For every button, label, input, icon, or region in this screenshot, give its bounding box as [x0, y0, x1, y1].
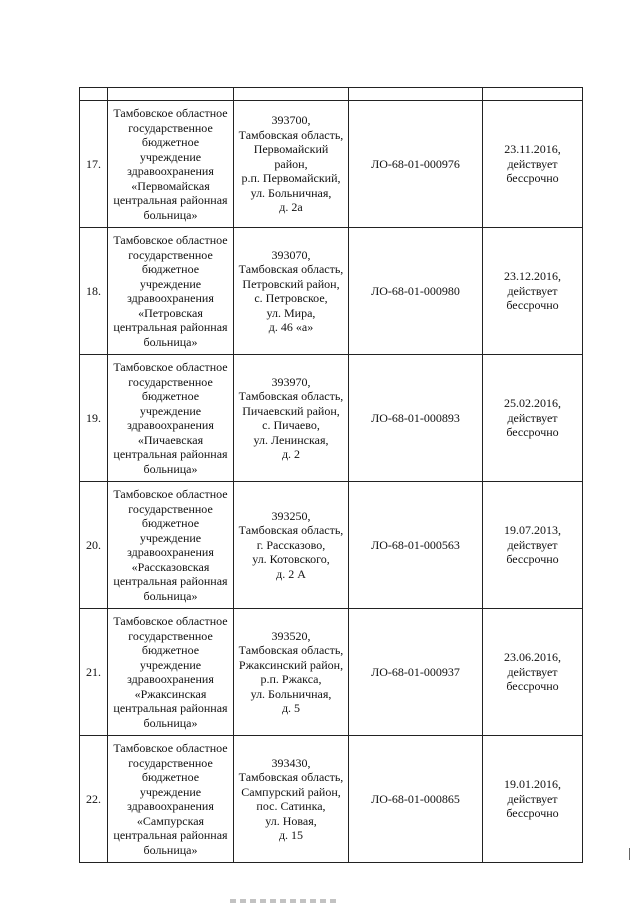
header-cell	[80, 88, 108, 101]
header-cell	[108, 88, 234, 101]
table-row	[80, 228, 583, 355]
table-header-row	[80, 88, 583, 101]
license-table	[79, 87, 583, 863]
row-number: 19.	[80, 355, 108, 482]
table-row	[80, 355, 583, 482]
table-row	[80, 482, 583, 609]
license-date: 19.01.2016, действует бессрочно	[483, 736, 583, 863]
license-number: ЛО-68-01-000976	[349, 101, 483, 228]
table-row	[80, 609, 583, 736]
header-cell	[234, 88, 349, 101]
row-number: 20.	[80, 482, 108, 609]
license-number: ЛО-68-01-000980	[349, 228, 483, 355]
license-date: 23.12.2016, действует бессрочно	[483, 228, 583, 355]
institution-address: 393700, Тамбовская область, Первомайский район, р.п. Первомайский, ул. Больничная, д. 2а	[234, 101, 349, 228]
institution-address: 393970, Тамбовская область, Пичаевский район, с. Пичаево, ул. Ленинская, д. 2	[234, 355, 349, 482]
institution-name: Тамбовское областное государственное бюджетное учреждение здравоохранения «Сампурская центральная районная больница»	[108, 736, 234, 863]
row-number: 17.	[80, 101, 108, 228]
institution-address: 393430, Тамбовская область, Сампурский район, пос. Сатинка, ул. Новая, д. 15	[234, 736, 349, 863]
header-cell	[349, 88, 483, 101]
row-number: 18.	[80, 228, 108, 355]
row-number: 22.	[80, 736, 108, 863]
license-date: 25.02.2016, действует бессрочно	[483, 355, 583, 482]
institution-address: 393070, Тамбовская область, Петровский район, с. Петровское, ул. Мира, д. 46 «а»	[234, 228, 349, 355]
license-date: 23.06.2016, действует бессрочно	[483, 609, 583, 736]
license-number: ЛО-68-01-000937	[349, 609, 483, 736]
footer-smudge	[230, 899, 340, 903]
license-number: ЛО-68-01-000563	[349, 482, 483, 609]
institution-name: Тамбовское областное государственное бюджетное учреждение здравоохранения «Петровская центральная районная больница»	[108, 228, 234, 355]
institution-name: Тамбовское областное государственное бюджетное учреждение здравоохранения «Ржаксинская центральная районная больница»	[108, 609, 234, 736]
institution-name: Тамбовское областное государственное бюджетное учреждение здравоохранения «Пичаевская центральная районная больница»	[108, 355, 234, 482]
license-number: ЛО-68-01-000893	[349, 355, 483, 482]
row-number: 21.	[80, 609, 108, 736]
table-row	[80, 101, 583, 228]
license-date: 23.11.2016, действует бессрочно	[483, 101, 583, 228]
margin-mark	[629, 848, 630, 860]
institution-address: 393520, Тамбовская область, Ржаксинский район, р.п. Ржакса, ул. Больничная, д. 5	[234, 609, 349, 736]
institution-name: Тамбовское областное государственное бюджетное учреждение здравоохранения «Первомайская центральная районная больница»	[108, 101, 234, 228]
institution-name: Тамбовское областное государственное бюджетное учреждение здравоохранения «Рассказовская центральная районная больница»	[108, 482, 234, 609]
header-cell	[483, 88, 583, 101]
license-date: 19.07.2013, действует бессрочно	[483, 482, 583, 609]
table-row	[80, 736, 583, 863]
license-number: ЛО-68-01-000865	[349, 736, 483, 863]
institution-address: 393250, Тамбовская область, г. Рассказово, ул. Котовского, д. 2 А	[234, 482, 349, 609]
